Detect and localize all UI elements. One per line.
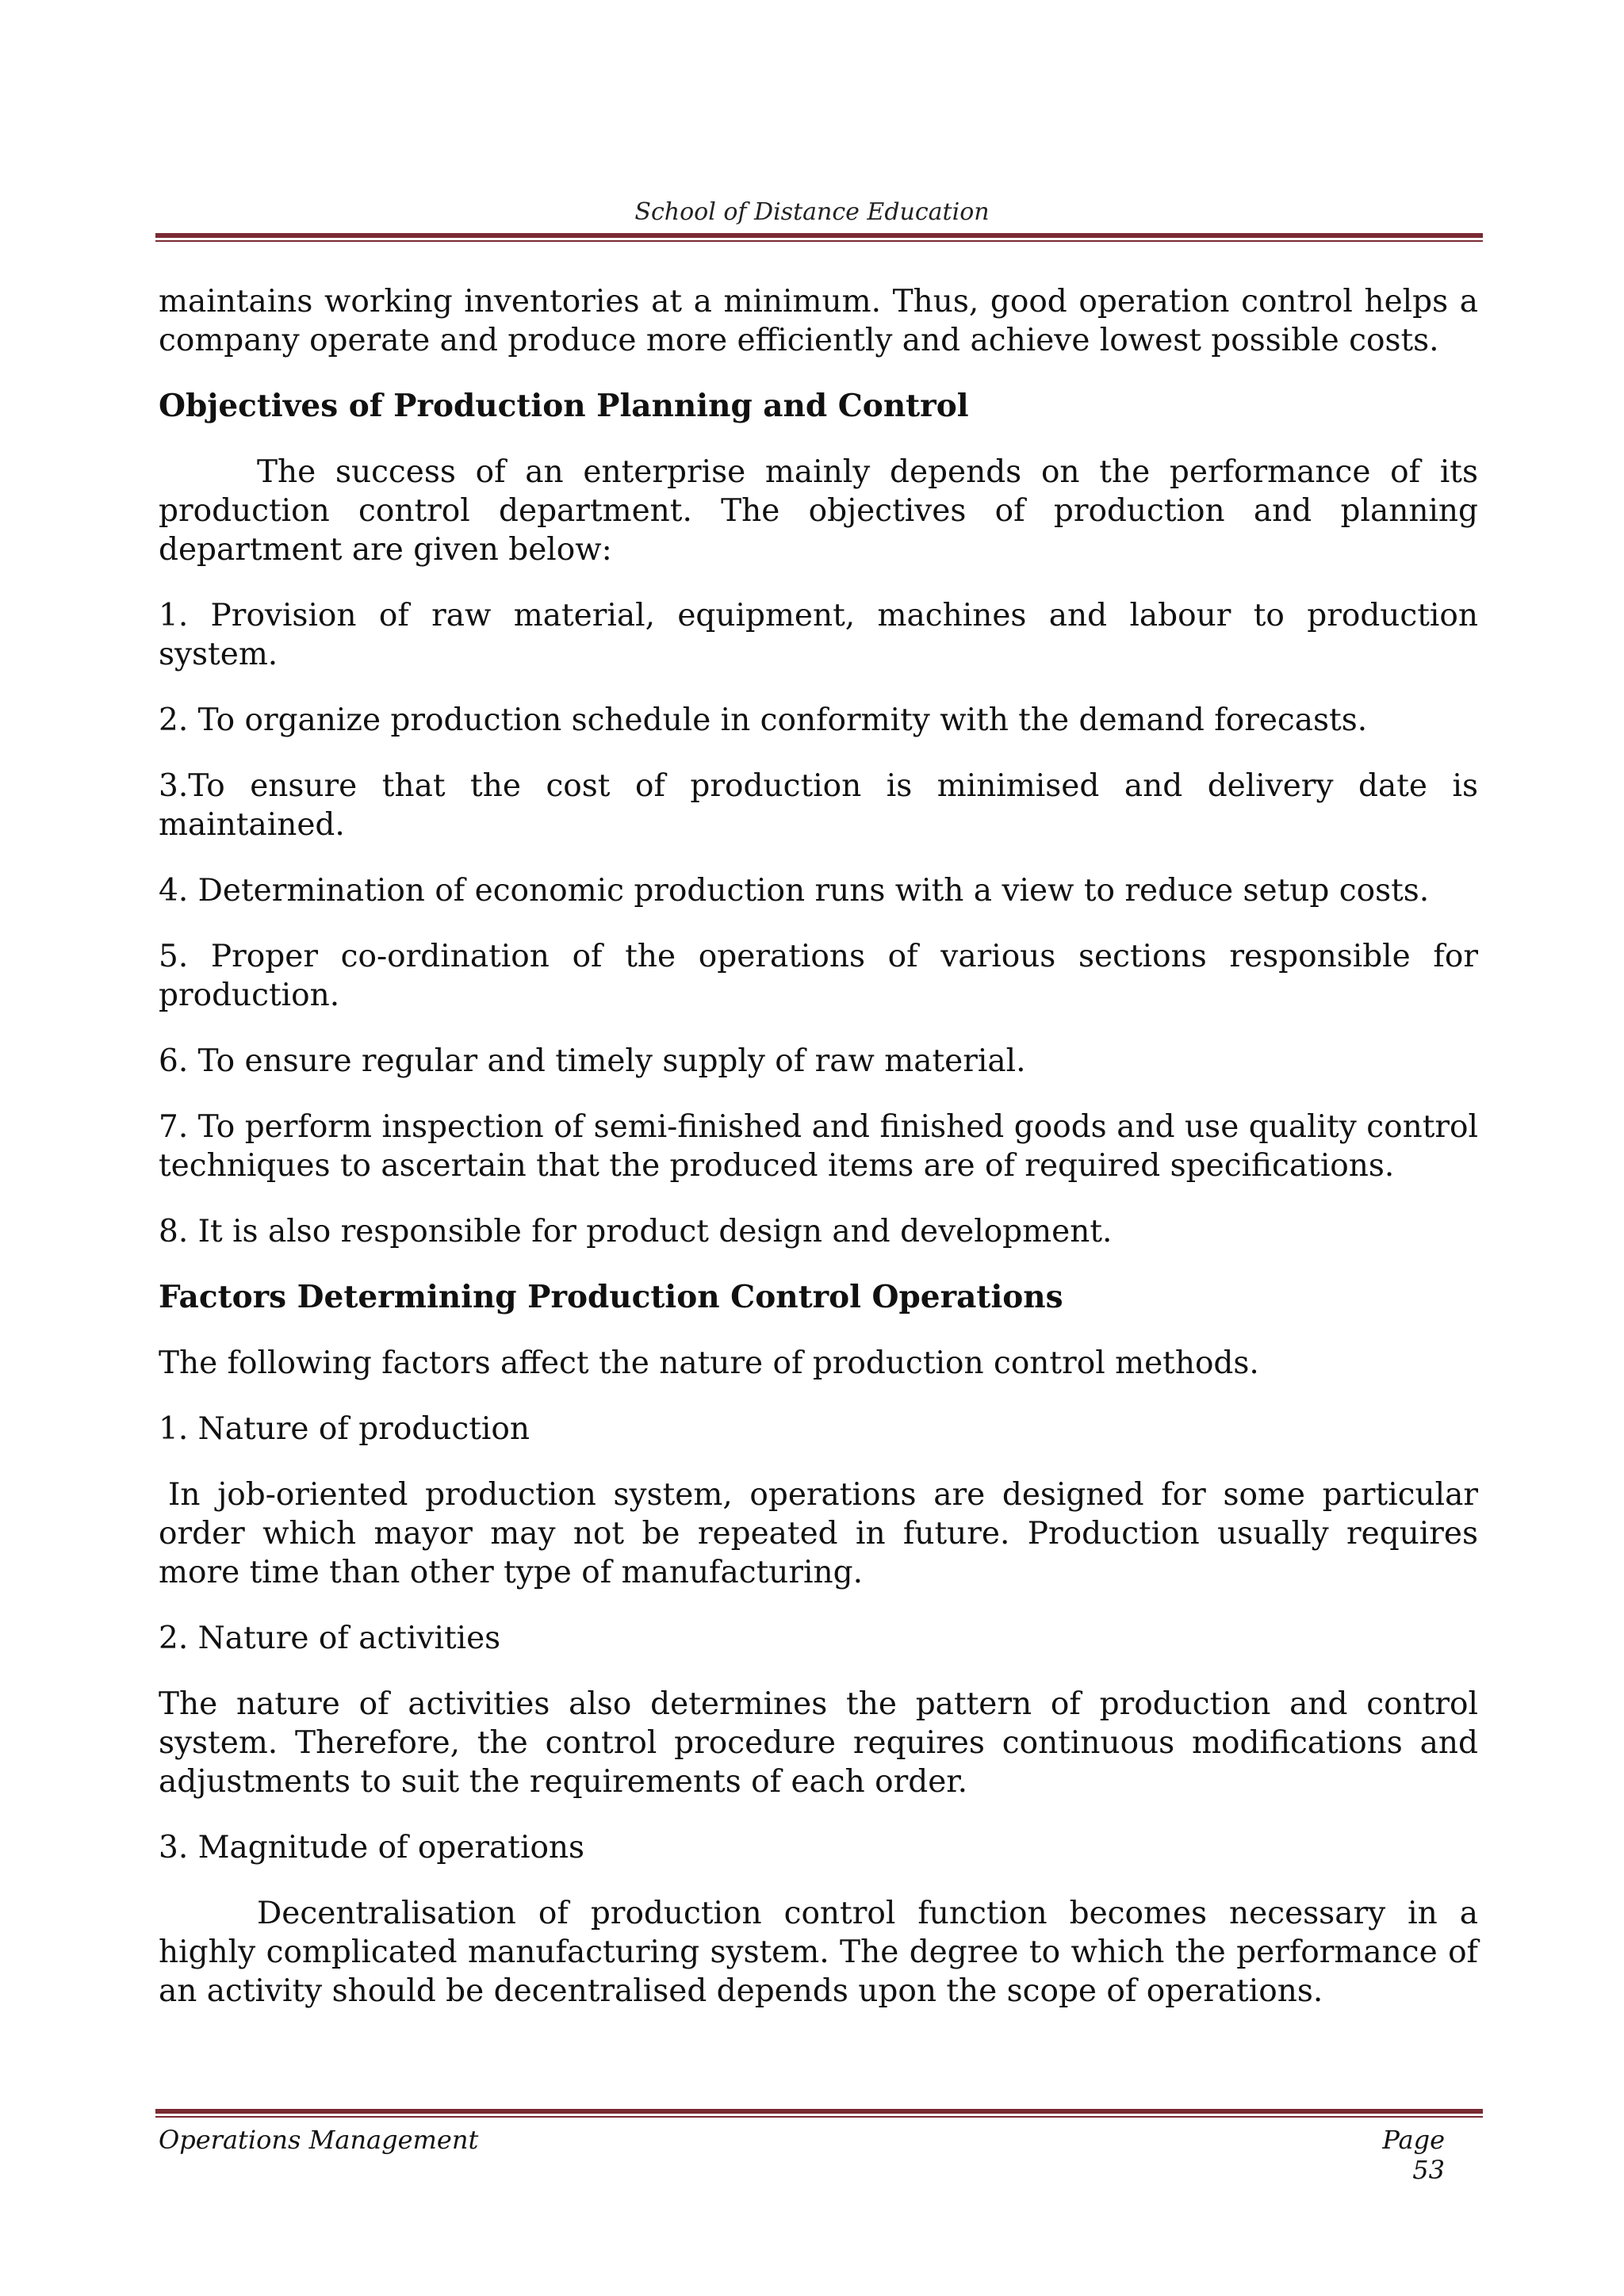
factor-text: Decentralisation of production control function becomes necessary in a highly complicated manufacturing system. The degree to which the performance of an activity should be decentralised depends upon the scope of operations.: [159, 1896, 1478, 2009]
objective-item: 3.To ensure that the cost of production is minimised and delivery date is maintained.: [159, 768, 1478, 843]
heading-factors: Factors Determining Production Control Operations: [159, 1279, 1063, 1315]
paragraph-intro: maintains working inventories at a minimum. Thus, good operation control helps a company operate and produce more efficiently and achieve lowest possible costs.: [159, 284, 1478, 358]
objective-item: 8. It is also responsible for product design and development.: [159, 1214, 1113, 1249]
objective-item: 4. Determination of economic production runs with a view to reduce setup costs.: [159, 873, 1430, 909]
heading-objectives: Objectives of Production Planning and Control: [159, 388, 969, 424]
factor-text: The nature of activities also determines the pattern of production and control system. Therefore, the control procedure requires continuous modifications and adjustments to suit the requirements of each order.: [159, 1686, 1478, 1800]
objective-item: 2. To organize production schedule in conformity with the demand forecasts.: [159, 702, 1368, 738]
page-number: Page 53: [1382, 2125, 1445, 2185]
factor-title: 1. Nature of production: [159, 1411, 530, 1447]
body-content: [159, 282, 1478, 2038]
footer-course-title: Operations Management: [159, 2125, 479, 2155]
footer-rule: [155, 2109, 1483, 2118]
paragraph-factors-intro: The following factors affect the nature of production control methods.: [159, 1345, 1259, 1381]
objective-item: 1. Provision of raw material, equipment, machines and labour to production system.: [159, 598, 1478, 672]
objective-item: 7. To perform inspection of semi-finished and finished goods and use quality control techniques to ascertain that the produced items are of required specifications.: [159, 1109, 1478, 1184]
objective-item: 5. Proper co-ordination of the operations of various sections responsible for production.: [159, 939, 1478, 1013]
factor-title: 3. Magnitude of operations: [159, 1830, 585, 1866]
header-rule: [155, 233, 1483, 242]
factor-text: In job-oriented production system, operations are designed for some particular order which mayor may not be repeated in future. Production usually requires more time than other type of manufacturing.: [159, 1477, 1478, 1590]
running-header: School of Distance Education: [634, 198, 990, 226]
objective-item: 6. To ensure regular and timely supply of raw material.: [159, 1043, 1026, 1079]
factor-title: 2. Nature of activities: [159, 1621, 501, 1656]
paragraph-objectives-intro: The success of an enterprise mainly depends on the performance of its production control department. The objectives of production and planning department are given below:: [159, 454, 1478, 568]
